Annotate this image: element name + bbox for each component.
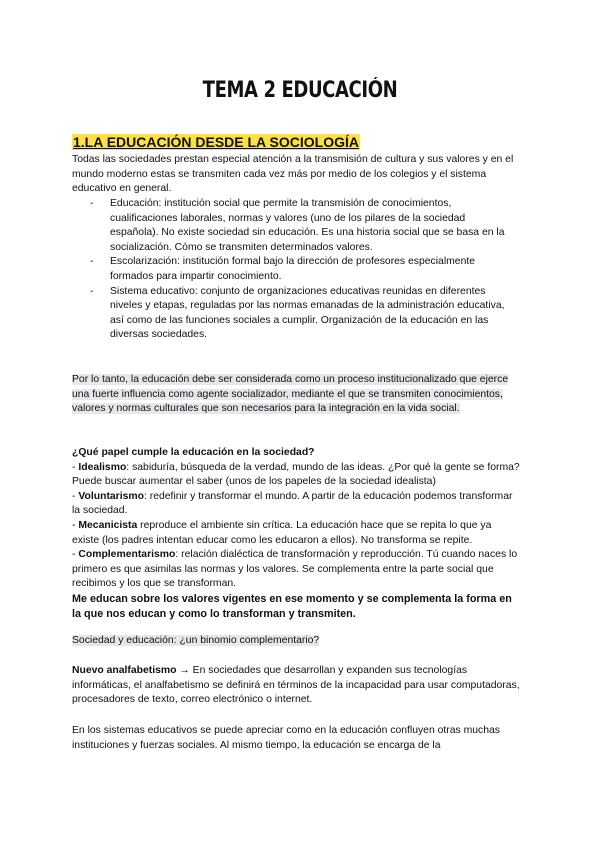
- role-item-complementarismo: - Complementarismo: relación dialéctica de transformación y reproducción. Tú cuando naces lo primero es que asimilas las normas y los valores. Se complementa entre la parte social que recibimos y los que se transforman.: [72, 549, 518, 590]
- list-item: - Educación: institución social que permite la transmisión de conocimientos, cualificaciones laborales, normas y valores (uno de los pilares de la sociedad española). No existe sociedad sin educación. Es una historia social que se basa en la socialización. Cómo se transmiten determinados valores.: [88, 197, 508, 255]
- role-section: [72, 446, 520, 621]
- illiteracy-term: Nuevo analfabetismo: [72, 665, 177, 676]
- society-subheading: Sociedad y educación: ¿un binomio complementario?: [72, 635, 320, 646]
- intro-paragraph: Todas las sociedades prestan especial atención a la transmisión de cultura y sus valores y en el mundo moderno estas se transmiten cada vez más por medio de los colegios y el sistema educativo en general.: [72, 154, 514, 195]
- role-conclusion: Me educan sobre los valores vigentes en ese momento y se complementa la forma en la que nos educan y como lo transforman y transmiten.: [72, 592, 512, 620]
- arrow-icon: →: [179, 665, 190, 676]
- highlighted-text: Por lo tanto, la educación debe ser considerada como un proceso institucionalizado que ejerce una fuerte influencia como agente socializador, mediante el que se transmiten conocimientos, valores y normas culturales que son necesarios para la integración en la vida social.: [72, 374, 509, 415]
- definition-list: [88, 197, 508, 343]
- role-item-mecanicista: - Mecanicista reproduce el ambiente sin crítica. La educación hace que se repita lo que ya existe (los padres intentan educar como les educaron a ellos). No transforma se repite.: [72, 519, 492, 546]
- list-item: - Sistema educativo: conjunto de organizaciones educativas reunidas en diferentes niveles y etapas, reguladas por las normas emanadas de la administración educativa, así como de las funciones sociales a cumplir. Organización de la educación en las diversas sociedades.: [88, 285, 508, 343]
- section-heading: 1.LA EDUCACIÓN DESDE LA SOCIOLOGÍA: [73, 134, 359, 150]
- role-item-voluntarismo: - Voluntarismo: redefinir y transformar el mundo. A partir de la educación podemos transformar la sociedad.: [72, 490, 513, 517]
- highlight-paragraph: [72, 373, 520, 417]
- illiteracy-paragraph: Nuevo analfabetismo → En sociedades que desarrollan y expanden sus tecnologías informáticas, el analfabetismo se definirá en términos de la incapacidad para usar computadoras, procesadores de texto, correo electrónico o internet.: [72, 665, 520, 706]
- role-question: ¿Qué papel cumple la educación en la sociedad?: [72, 447, 315, 458]
- list-item: - Escolarización: institución formal bajo la dirección de profesores especialmente formados para impartir conocimiento.: [88, 255, 508, 284]
- final-paragraph: En los sistemas educativos se puede apreciar como en la educación confluyen otras muchas instituciones y fuerzas sociales. Al mismo tiempo, la educación se encarga de la: [72, 725, 500, 751]
- role-item-idealismo: - Idealismo: sabiduría, búsqueda de la verdad, mundo de las ideas. ¿Por qué la gente se forma? Puede buscar aumentar el saber (unos de los papeles de la sociedad idealista): [72, 461, 520, 488]
- page-title: TEMA 2 EDUCACIÓN: [202, 78, 398, 103]
